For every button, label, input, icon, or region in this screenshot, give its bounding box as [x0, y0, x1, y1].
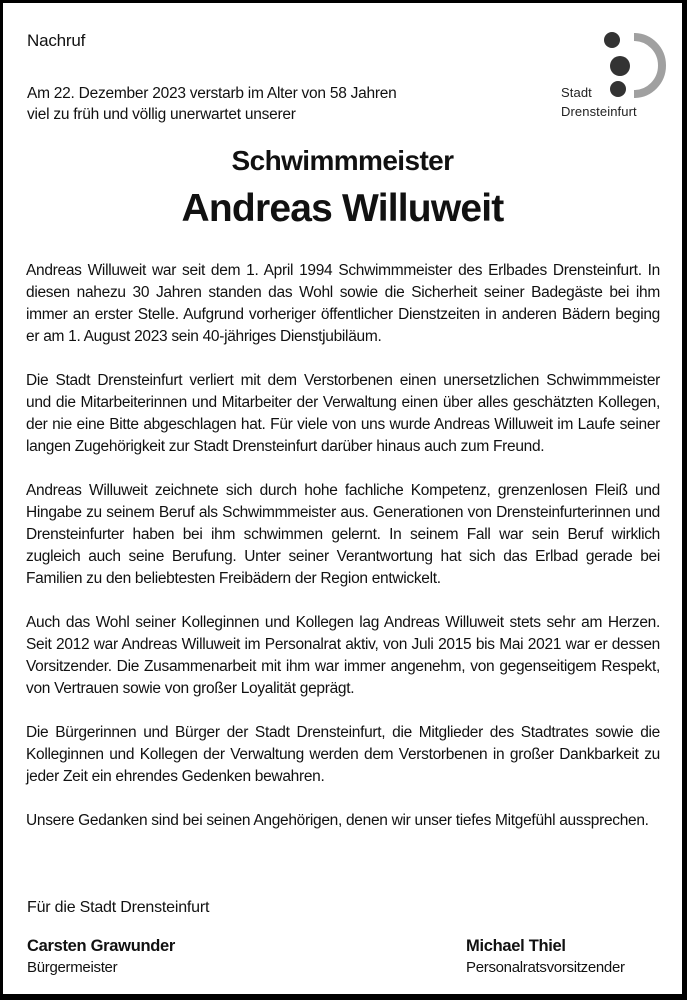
signatory-right: [466, 935, 625, 979]
signatory-name: Michael Thiel: [466, 937, 566, 955]
signatory-name: Carsten Grawunder: [27, 937, 176, 955]
intro-text: [27, 83, 467, 125]
logo-wordmark: [561, 83, 637, 121]
closing-line: Für die Stadt Drensteinfurt: [27, 899, 210, 916]
intro-line: Am 22. Dezember 2023 verstarb im Alter von 58 Jahren: [27, 85, 397, 102]
body-paragraph: Die Bürgerinnen und Bürger der Stadt Drensteinfurt, die Mitglieder des Stadtrates sowie die Kolleginnen und Kollegen der Verwaltung werden dem Verstorbenen in großer Dankbarkeit zu jeder Zeit ein ehrendes Gedenken bewahren.: [26, 724, 660, 785]
body-paragraph: Die Stadt Drensteinfurt verliert mit dem Verstorbenen einen unersetzlichen Schwimmmeister und die Mitarbeiterinnen und Mitarbeiter der Verwaltung einen über alles geschätzten Kollegen, der nie eine Bitte abgeschlagen hat. Für viele von uns wurde Andreas Willuweit im Laufe seiner langen Zugehörigkeit zur Stadt Drensteinfurt darüber hinaus auch zum Freund.: [26, 372, 660, 455]
kicker-heading: Nachruf: [27, 31, 86, 50]
logo-line-2: Drensteinfurt: [561, 104, 637, 119]
body-paragraph: Andreas Willuweit zeichnete sich durch hohe fachliche Kompetenz, grenzenlosen Fleiß und Hingabe zu seinem Beruf als Schwimmmeister aus. Generationen von Drensteinfurterinnen und Drensteinfurter haben bei ihm schwimmen gelernt. In seinem Fall war sein Beruf wirklich zugleich auch seine Berufung. Unter seiner Verantwortung hat sich das Erlbad gerade bei Familien zu den beliebtesten Freibädern der Region entwickelt.: [26, 482, 660, 587]
obituary-page: [3, 3, 682, 994]
signatory-role: Personalratsvorsitzender: [466, 959, 625, 976]
body-paragraph: Auch das Wohl seiner Kolleginnen und Kollegen lag Andreas Willuweit stets sehr am Herzen. Seit 2012 war Andreas Willuweit im Personalrat aktiv, von Juli 2015 bis Mai 2021 war er dessen Vorsitzender. Die Zusammenarbeit mit ihm war immer angenehm, von gegenseitigem Respekt, von Vertrauen sowie von großer Loyalität geprägt.: [26, 614, 660, 697]
signatory-left: [27, 935, 175, 979]
signatory-role: Bürgermeister: [27, 959, 118, 976]
body-paragraph: Andreas Willuweit war seit dem 1. April 1994 Schwimmmeister des Erlbades Drensteinfurt. In diesen nahezu 30 Jahren standen das Wohl sowie die Sicherheit seiner Badegäste bei ihm immer an erster Stelle. Aufgrund vorheriger öffentlicher Dienstzeiten in anderen Bädern beging er am 1. August 2023 sein 40-jähriges Dienstjubiläum.: [26, 262, 660, 345]
deceased-name: Andreas Willuweit: [181, 187, 504, 230]
deceased-position: Schwimmmeister: [231, 145, 454, 176]
obituary-body: [26, 260, 660, 854]
body-paragraph: Unsere Gedanken sind bei seinen Angehörigen, denen wir unser tiefes Mitgefühl aussprechen.: [26, 812, 649, 829]
intro-line: viel zu früh und völlig unerwartet unserer: [27, 106, 296, 123]
logo-line-1: Stadt: [561, 85, 592, 100]
city-logo: [553, 25, 678, 125]
